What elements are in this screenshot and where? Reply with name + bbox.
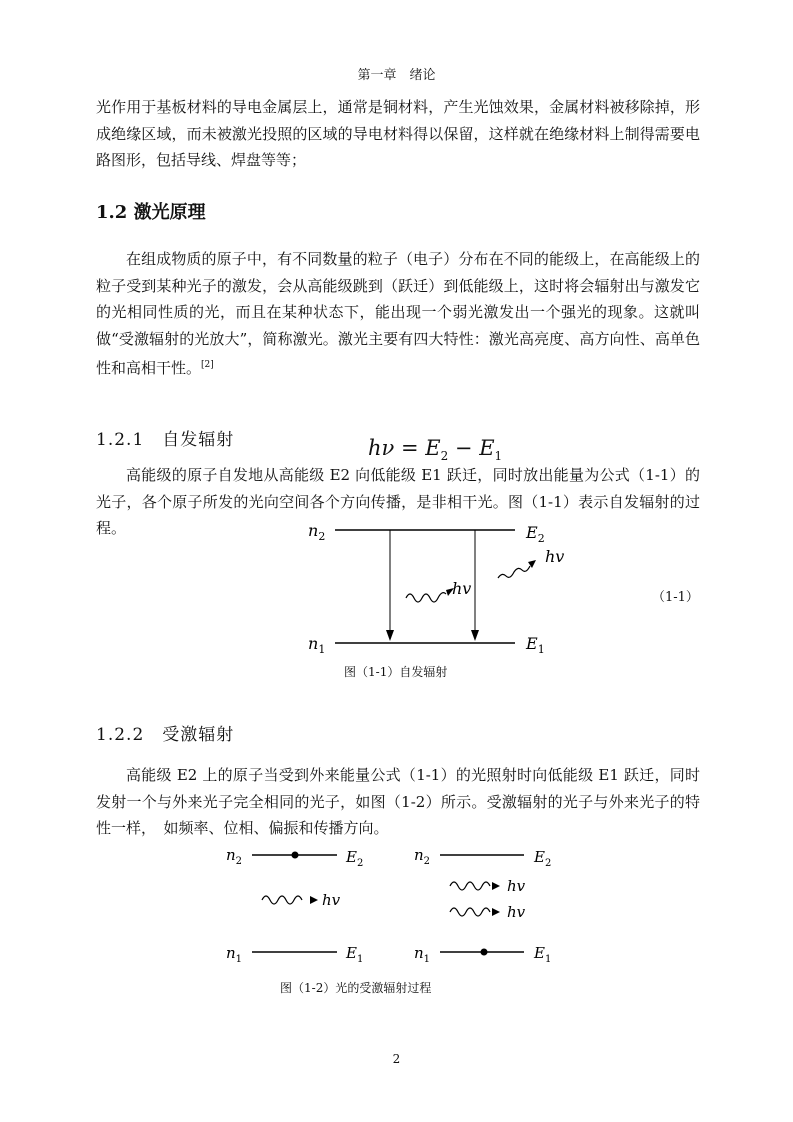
- section-1-2-text: 在组成物质的原子中，有不同数量的粒子（电子）分布在不同的能级上，在高能级上的粒子受到某种光子的激发，会从高能级跳到（跃迁）到低能级上，这时将会辐射出与激发它的光相同性质的光，而且在某种状态下，能出现一个弱光激发出一个强光的现象。这就叫做“受激辐射的光放大”，简称激光。激光主要有四大特性：激光高亮度、高方向性、高单色性和高相干性。: [96, 250, 700, 377]
- section-1-2-2-text: 高能级 E2 上的原子当受到外来能量公式（1-1）的光照射时向低能级 E1 跃迁，同时发射一个与外来光子完全相同的光子，如图（1-2）所示。受激辐射的光子与外来光子的特性一样， 如频率、位相、偏振和传播方向。: [96, 766, 700, 837]
- right-photon-bottom: [450, 908, 490, 916]
- formula-e2-sub: 2: [440, 449, 449, 464]
- section-1-2-paragraph: [96, 246, 700, 382]
- formula-e2: E: [425, 436, 441, 460]
- right-atom-dot: [481, 949, 488, 956]
- right-label-hv-bottom: hv: [507, 903, 526, 921]
- formula-e1-sub: 1: [494, 449, 503, 464]
- transition-arrowhead-2: [471, 630, 479, 641]
- right-label-e2: $E_2$: [534, 848, 552, 869]
- section-1-2-2-title: 1.2.2 受激辐射: [96, 725, 235, 745]
- section-1-2-1-title: 1.2.1 自发辐射: [96, 430, 235, 450]
- formula-lhs: hν: [368, 436, 395, 460]
- figure-1-1-caption: 图（1-1）自发辐射: [344, 665, 448, 679]
- left-label-n1: $n_1$: [226, 944, 243, 965]
- formula-e1: E: [479, 436, 495, 460]
- figure-1-1: [300, 518, 570, 660]
- section-1-2-2-paragraph: [96, 762, 700, 842]
- left-incoming-photon: [262, 896, 302, 904]
- label-n1: $n_1$: [308, 634, 326, 656]
- equation-number: （1-1）: [652, 590, 699, 605]
- right-label-n2: $n_2$: [414, 846, 431, 867]
- left-label-n2: $n_2$: [226, 846, 243, 867]
- left-photon-arrowhead: [310, 896, 318, 904]
- citation: [2]: [201, 360, 214, 370]
- label-e2: $E_2$: [526, 523, 545, 545]
- figure-1-2-right-panel: [414, 846, 551, 965]
- section-1-2-1-text: 高能级的原子自发地从高能级 E2 向低能级 E1 跃迁，同时放出能量为公式（1-1）的光子，各个原子所发的光向空间各个方向传播，是非相干光。图（1-1）表示自发辐射的过程。: [96, 466, 700, 537]
- right-photon-bottom-arrowhead: [492, 908, 500, 916]
- figure-1-2: [222, 842, 562, 970]
- page-number: 2: [392, 1052, 401, 1066]
- wavy-photon-outer: [498, 566, 530, 578]
- transition-arrowhead-1: [386, 630, 394, 641]
- right-label-n1: $n_1$: [414, 944, 431, 965]
- left-label-e2: $E_2$: [346, 848, 364, 869]
- left-atom-dot: [292, 852, 299, 859]
- figure-1-2-caption: 图（1-2）光的受激辐射过程: [280, 981, 432, 995]
- label-hv-inner: hv: [452, 579, 472, 598]
- right-label-e1: $E_1$: [534, 944, 552, 965]
- label-hv-outer: hv: [545, 547, 565, 566]
- left-label-e1: $E_1$: [346, 944, 364, 965]
- formula-equals: =: [394, 436, 426, 460]
- left-label-hv: hv: [322, 891, 341, 909]
- running-header: 第一章 绪论: [357, 68, 436, 83]
- wavy-photon-inner: [406, 593, 446, 602]
- right-photon-top: [450, 882, 490, 890]
- right-photon-top-arrowhead: [492, 882, 500, 890]
- intro-paragraph: 光作用于基板材料的导电金属层上，通常是铜材料，产生光蚀效果，金属材料被移除掉，形成绝缘区域，而未被激光投照的区域的导电材料得以保留，这样就在绝缘材料上制得需要电路图形，包括导线、焊盘等等；: [96, 98, 700, 169]
- label-e1: $E_1$: [526, 634, 545, 656]
- formula-minus: −: [448, 436, 480, 460]
- section-1-2-title: 1.2 激光原理: [96, 202, 206, 223]
- figure-1-2-left-panel: [226, 846, 363, 965]
- right-label-hv-top: hv: [507, 877, 526, 895]
- label-n2: $n_2$: [308, 521, 326, 543]
